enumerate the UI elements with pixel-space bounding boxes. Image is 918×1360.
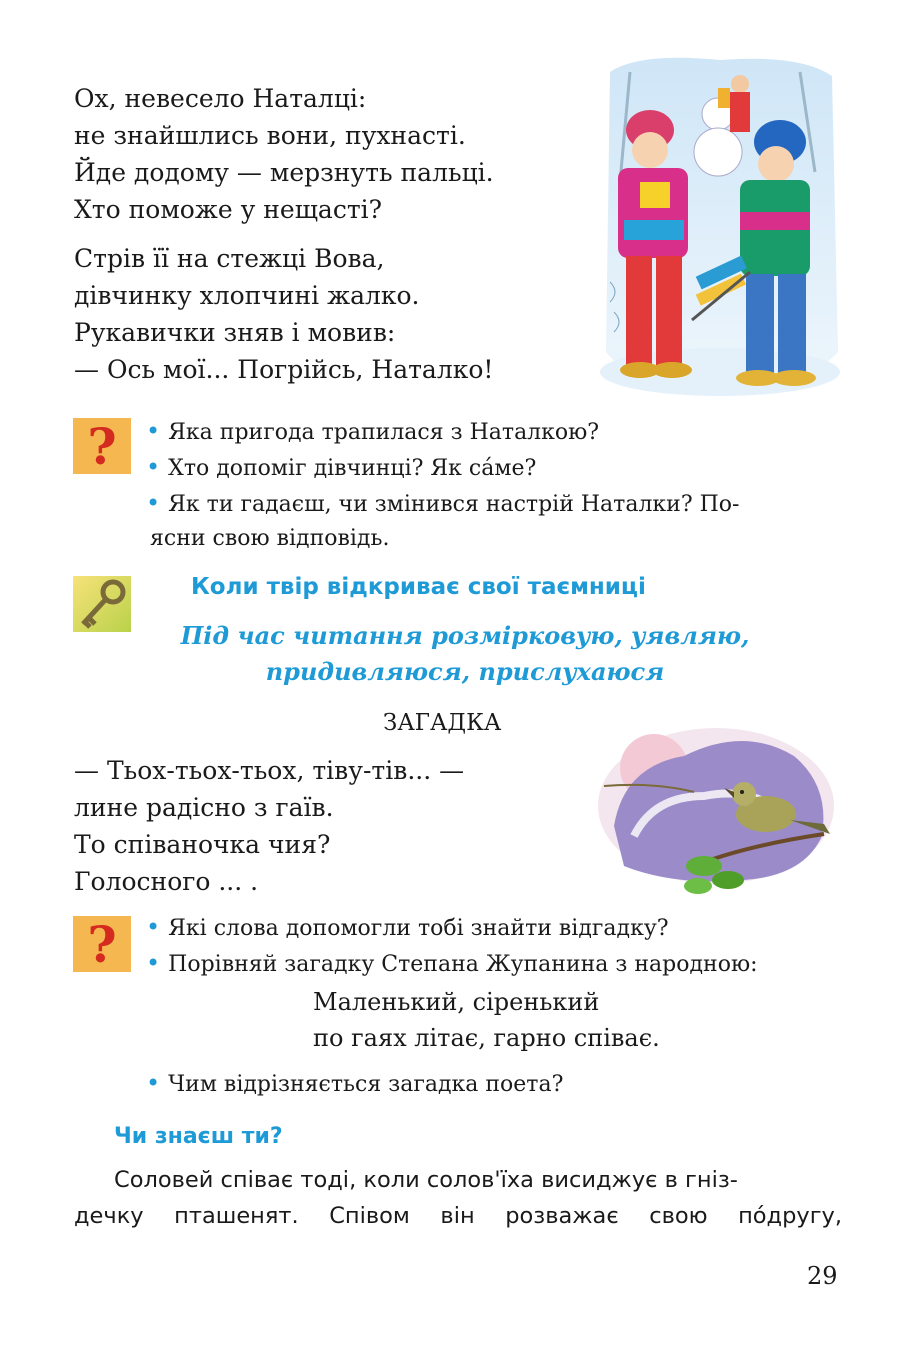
poem-line: — Ось мої... Погрійсь, Наталко! [74, 355, 494, 384]
svg-text:?: ? [87, 916, 117, 972]
poem-line: Рукавички зняв і мовив: [74, 318, 396, 347]
question-item: • Чим відрізняється загадка поета? [146, 1069, 564, 1097]
poem-stanza-2 [74, 240, 493, 388]
riddle-heading: ЗАГАДКА [383, 710, 502, 736]
bird-illustration [594, 716, 838, 896]
poem-line: Хто поможе у нещасті? [74, 195, 383, 224]
text-line: дечку пташенят. Співом він розважає свою по́другу, [74, 1203, 842, 1229]
winter-illustration [600, 52, 840, 398]
question-item: • Хто допоміг дівчинці? Як са́ме? [146, 453, 537, 481]
folk-riddle-line: Маленький, сіренький [313, 988, 600, 1016]
questions-block-3 [146, 1066, 563, 1102]
section-title: Коли твір відкриває свої таємниці [191, 574, 646, 600]
section-subtitle [140, 618, 790, 690]
question-item-continued: ясни свою відповідь. [150, 526, 390, 551]
subtitle-line: придивляюся, прислухаюся [265, 657, 665, 686]
poem-line: То співаночка чия? [74, 830, 331, 859]
did-you-know-text [74, 1162, 842, 1234]
poem-line: Ох, невесело Наталці: [74, 84, 367, 113]
poem-line: Стрів її на стежці Вова, [74, 244, 385, 273]
folk-riddle [313, 984, 660, 1056]
question-mark-icon [73, 916, 131, 976]
svg-text:?: ? [87, 418, 117, 474]
poem-line: — Тьох-тьох-тьох, тіву-тів... — [74, 756, 465, 785]
key-icon [73, 576, 131, 636]
poem-line: не знайшлись вони, пухнасті. [74, 121, 466, 150]
did-you-know-heading: Чи знаєш ти? [114, 1124, 283, 1149]
poem-line: Голосного ... . [74, 867, 259, 896]
question-item: • Порівняй загадку Степана Жупанина з народною: [146, 949, 758, 977]
page-number: 29 [807, 1262, 838, 1290]
poem-line: лине радісно з гаїв. [74, 793, 334, 822]
poem-line: Йде додому — мерзнуть пальці. [74, 158, 494, 187]
questions-block-2 [146, 910, 758, 982]
question-mark-icon [73, 418, 131, 478]
question-item: • Як ти гадаєш, чи змінився настрій Наталки? По- [146, 489, 740, 517]
poem-stanza-1 [74, 80, 494, 228]
poem-line: дівчинку хлопчині жалко. [74, 281, 420, 310]
folk-riddle-line: по гаях літає, гарно співає. [313, 1024, 660, 1052]
subtitle-line: Під час читання розмірковую, уявляю, [180, 621, 750, 650]
questions-block-1 [146, 414, 740, 556]
text-line: Соловей співає тоді, коли солов'їха висиджує в гніз- [114, 1167, 738, 1193]
question-item: • Яка пригода трапилася з Наталкою? [146, 417, 600, 445]
riddle-poem [74, 752, 464, 900]
question-item: • Які слова допомогли тобі знайти відгадку? [146, 913, 669, 941]
